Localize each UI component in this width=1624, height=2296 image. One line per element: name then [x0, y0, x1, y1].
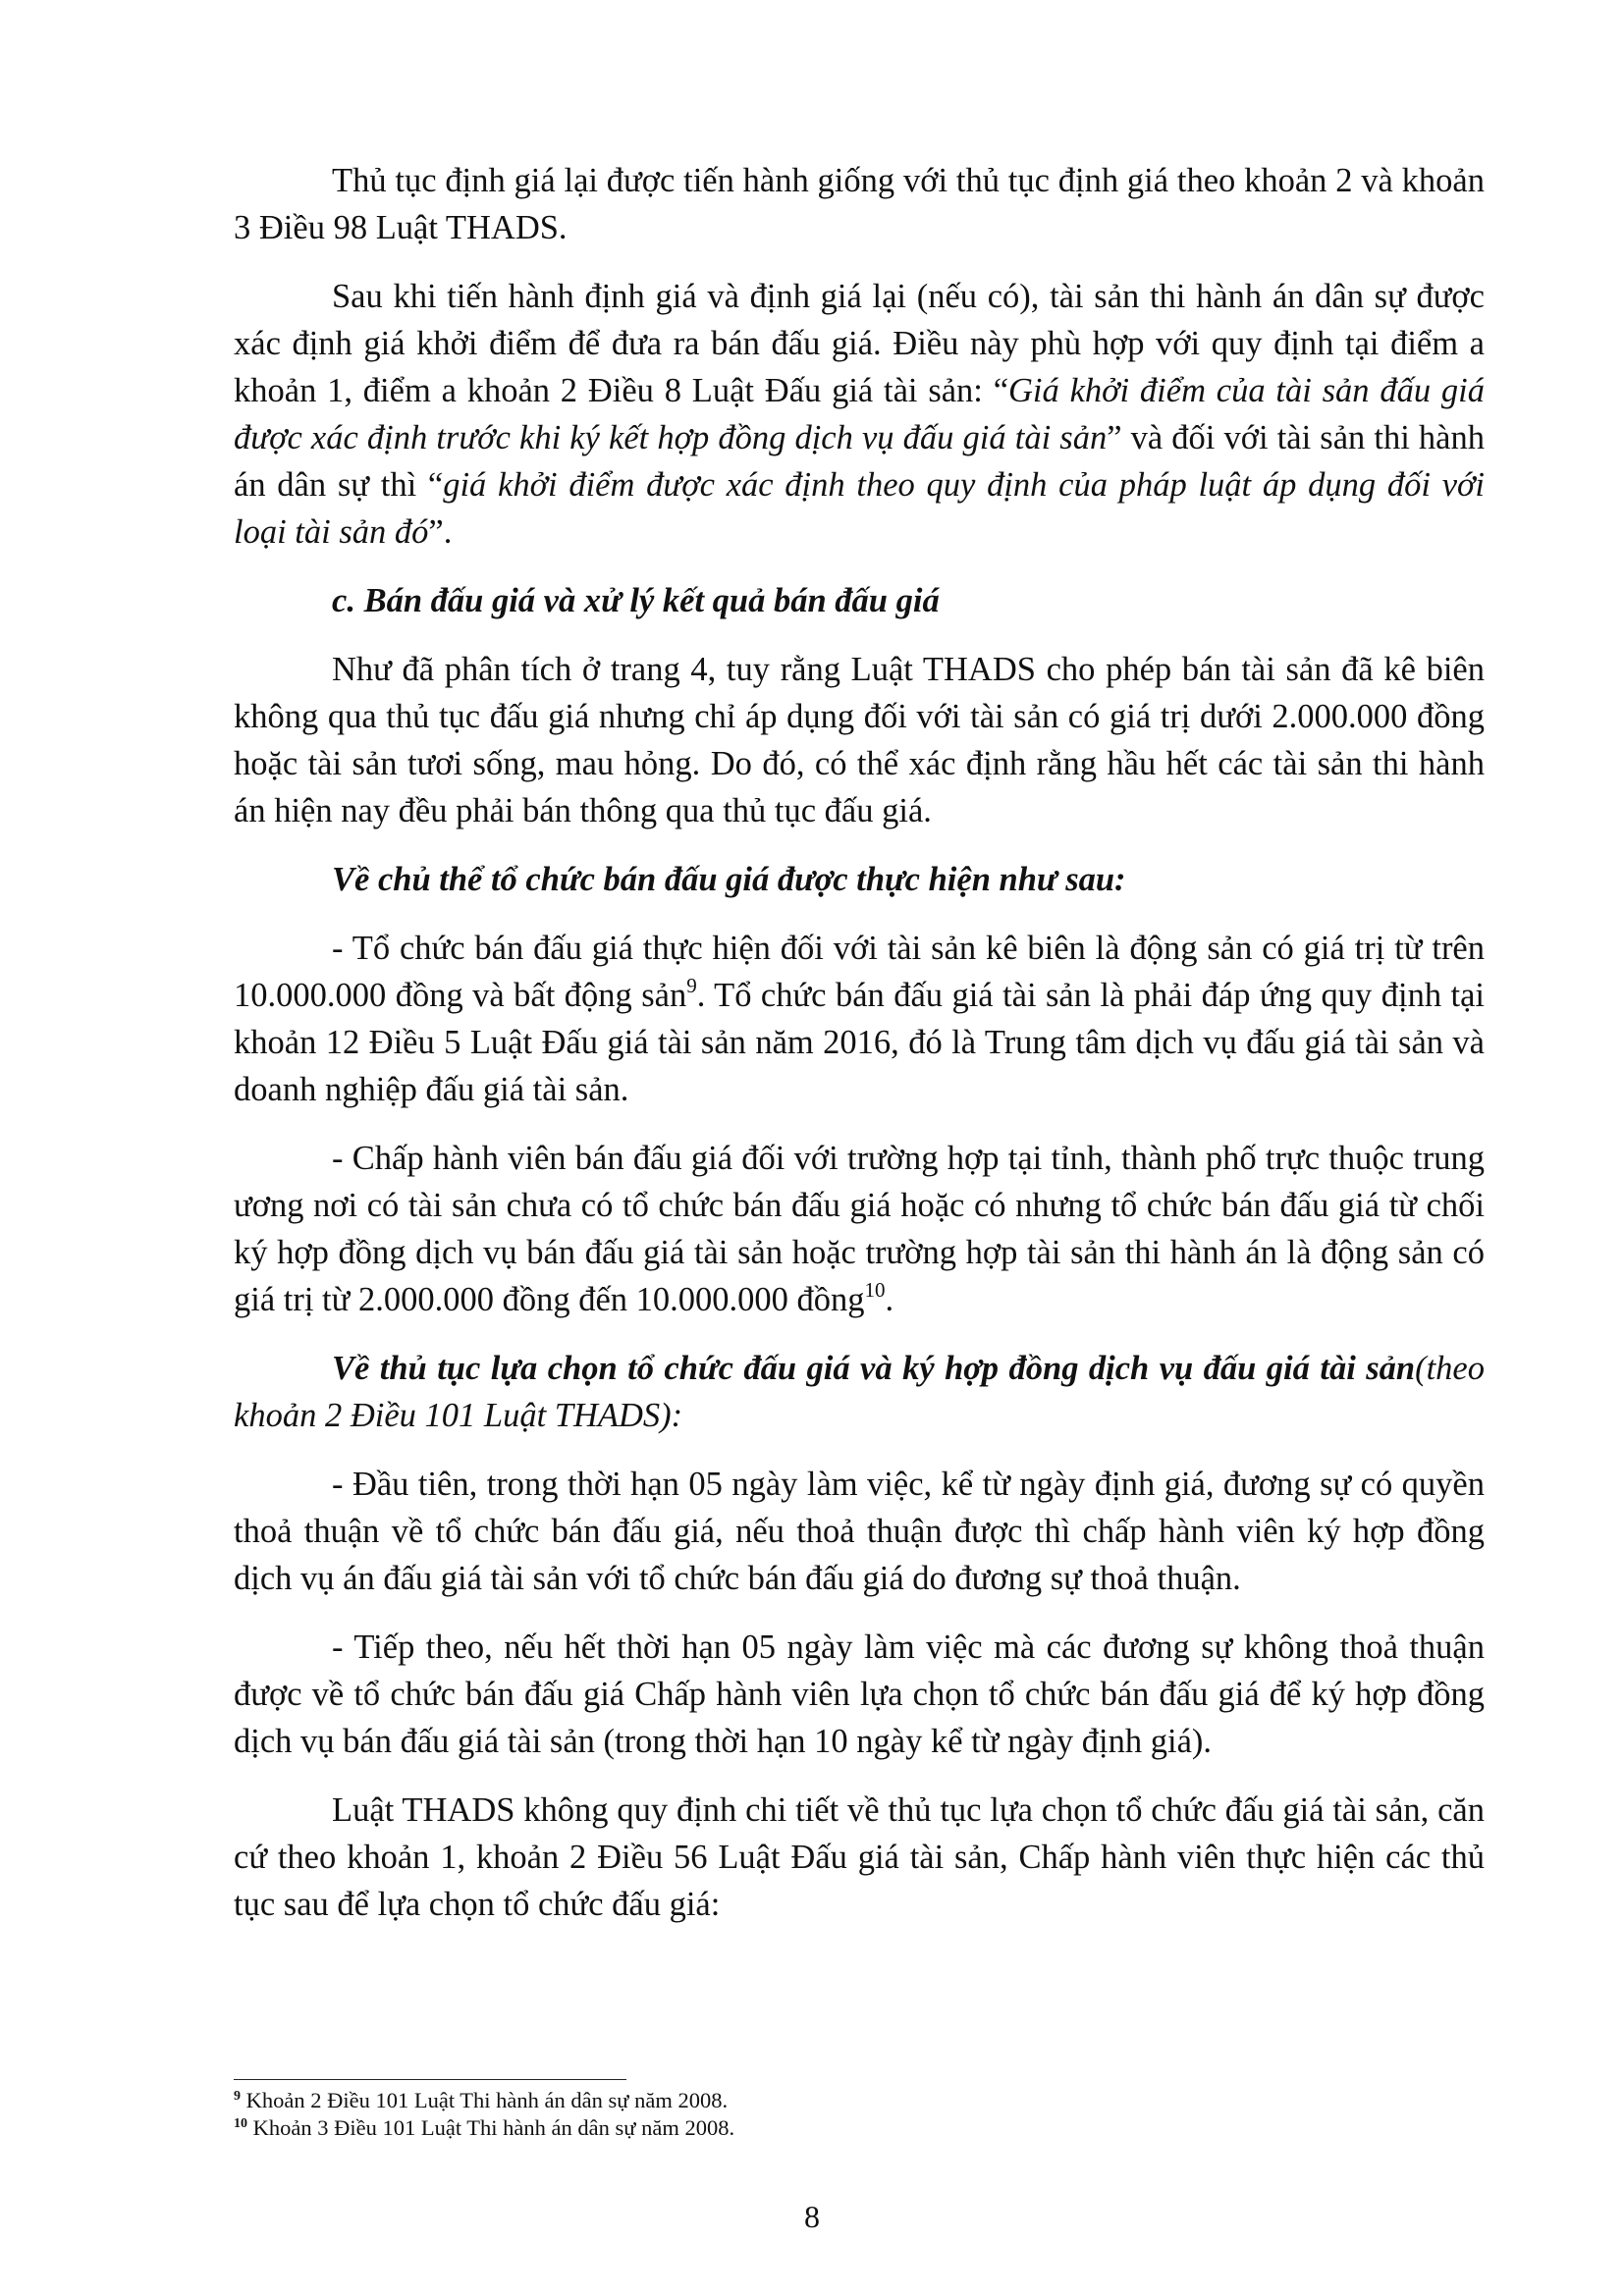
footnote-number: 9 [234, 2089, 241, 2104]
subheading-bold: Về thủ tục lựa chọn tổ chức đấu giá và ký hợp đồng dịch vụ đấu giá tài sản [332, 1350, 1416, 1387]
paragraph-law-basis: Luật THADS không quy định chi tiết về thủ tục lựa chọn tổ chức đấu giá tài sản, căn cứ theo khoản 1, khoản 2 Điều 56 Luật Đấu giá tài sản, Chấp hành viên thực hiện các thủ tục sau để lựa chọn tổ chức đấu giá: [234, 1791, 1485, 1923]
paragraph-text: ”. [428, 513, 453, 551]
footnotes [234, 2087, 1485, 2142]
quote-law-2: giá khởi điểm được xác định theo quy định của pháp luật áp dụng đối với loại tài sản đó [234, 466, 1486, 551]
paragraph-auction-organization [234, 925, 1485, 1113]
footnote-text: Khoản 2 Điều 101 Luật Thi hành án dân sự năm 2008. [241, 2088, 729, 2112]
paragraph-step-next: - Tiếp theo, nếu hết thời hạn 05 ngày làm việc mà các đương sự không thoả thuận được về tổ chức bán đấu giá Chấp hành viên lựa chọn tổ chức bán đấu giá để ký hợp đồng dịch vụ bán đấu giá tài sản (trong thời hạn 10 ngày kể từ ngày định giá). [234, 1629, 1485, 1760]
document-body [234, 157, 1485, 1928]
quote-law-1: Giá khởi điểm của tài sản đấu giá được xác định trước khi ký kết hợp đồng dịch vụ đấu giá tài sản [234, 372, 1485, 456]
paragraph-text: ” và đối với tài sản thi hành án dân sự thì “ [234, 419, 1485, 504]
paragraph-text: - Chấp hành viên bán đấu giá đối với trường hợp tại tỉnh, thành phố trực thuộc trung ương nơi có tài sản chưa có tổ chức bán đấu giá hoặc có nhưng tổ chức bán đấu giá từ chối ký hợp đồng dịch vụ bán đấu giá tài sản hoặc trường hợp tài sản thi hành án là động sản có giá trị từ 2.000.000 đồng đến 10.000.000 đồng [234, 1140, 1485, 1318]
section-heading-c: c. Bán đấu giá và xử lý kết quả bán đấu giá [332, 582, 940, 619]
footnote-item [234, 2087, 1485, 2114]
footnote-ref[interactable]: 9 [686, 974, 697, 997]
footnote-text: Khoản 3 Điều 101 Luật Thi hành án dân sự năm 2008. [247, 2115, 735, 2140]
paragraph-revaluation: Thủ tục định giá lại được tiến hành giống với thủ tục định giá theo khoản 2 và khoản 3 Điều 98 Luật THADS. [234, 162, 1485, 246]
paragraph-auction-overview: Như đã phân tích ở trang 4, tuy rằng Luật THADS cho phép bán tài sản đã kê biên không qua thủ tục đấu giá nhưng chỉ áp dụng đối với tài sản có giá trị dưới 2.000.000 đồng hoặc tài sản tươi sống, mau hỏng. Do đó, có thể xác định rằng hầu hết các tài sản thi hành án hiện nay đều phải bán thông qua thủ tục đấu giá. [234, 651, 1485, 829]
paragraph-text: . Tổ chức bán đấu giá tài sản là phải đáp ứng quy định tại khoản 12 Điều 5 Luật Đấu giá tài sản năm 2016, đó là Trung tâm dịch vụ đấu giá tài sản và doanh nghiệp đấu giá tài sản. [234, 977, 1485, 1108]
paragraph-enforcement-officer [234, 1135, 1485, 1323]
footnote-item [234, 2114, 1485, 2142]
paragraph-text: Sau khi tiến hành định giá và định giá lại (nếu có), tài sản thi hành án dân sự được xác định giá khởi điểm để đưa ra bán đấu giá. Điều này phù hợp với quy định tại điểm a khoản 1, điểm a khoản 2 Điều 8 Luật Đấu giá tài sản: “ [234, 278, 1485, 409]
paragraph-step-first: - Đầu tiên, trong thời hạn 05 ngày làm việc, kể từ ngày định giá, đương sự có quyền thoả thuận về tổ chức bán đấu giá, nếu thoả thuận được thì chấp hành viên ký hợp đồng dịch vụ án đấu giá tài sản với tổ chức bán đấu giá do đương sự thoả thuận. [234, 1466, 1485, 1597]
footnote-ref[interactable]: 10 [864, 1278, 886, 1302]
footnote-number: 10 [234, 2116, 247, 2131]
paragraph-text: . [885, 1281, 894, 1318]
subheading-auction-subjects: Về chủ thể tổ chức bán đấu giá được thực hiện như sau: [332, 861, 1126, 898]
paragraph-starting-price [234, 273, 1485, 556]
subheading-selection-procedure [234, 1345, 1485, 1439]
footnote-divider [234, 2079, 626, 2080]
page-number: 8 [804, 2199, 820, 2234]
paragraph-text: - Tổ chức bán đấu giá thực hiện đối với tài sản kê biên là động sản có giá trị từ trên 10.000.000 đồng và bất động sản [234, 930, 1485, 1014]
subheading-rest: (theo khoản 2 Điều 101 Luật THADS): [234, 1350, 1485, 1434]
